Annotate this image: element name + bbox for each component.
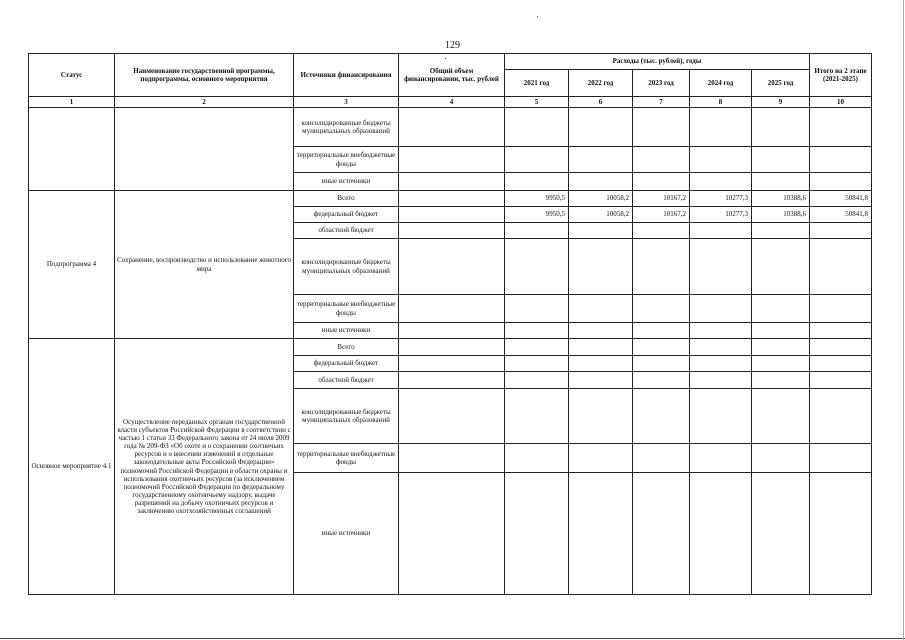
value-cell [690, 473, 752, 595]
name-cell [115, 108, 294, 191]
value-cell [569, 108, 633, 147]
value-cell [399, 323, 505, 339]
value-cell [633, 295, 690, 323]
name-cell: Сохранение, воспроизводство и использование животного мира [115, 191, 294, 339]
value-cell [505, 323, 569, 339]
column-number: 6 [569, 97, 633, 108]
source-cell: Всего [294, 339, 399, 356]
value-cell [810, 444, 872, 473]
source-cell: областной бюджет [294, 223, 399, 239]
value-cell [810, 147, 872, 173]
value-cell [569, 473, 633, 595]
value-cell [690, 372, 752, 389]
value-cell [810, 473, 872, 595]
column-number: 9 [752, 97, 810, 108]
value-cell [569, 323, 633, 339]
value-cell [690, 323, 752, 339]
header-year: 2024 год [690, 70, 752, 97]
value-cell [633, 356, 690, 372]
source-cell: федеральный бюджет [294, 207, 399, 223]
value-cell [810, 356, 872, 372]
value-cell [399, 444, 505, 473]
header-status: Статус [29, 54, 115, 97]
scan-edge-right [903, 0, 904, 640]
scan-speck [537, 16, 538, 17]
status-cell [29, 108, 115, 191]
value-cell [810, 339, 872, 356]
value-cell [633, 147, 690, 173]
column-number: 2 [115, 97, 294, 108]
source-cell: консолидированные бюджеты муниципальных образований [294, 389, 399, 444]
value-cell: 10277,3 [690, 207, 752, 223]
value-cell [690, 147, 752, 173]
value-cell [505, 389, 569, 444]
value-cell: 50841,8 [810, 207, 872, 223]
value-cell [690, 356, 752, 372]
value-cell [752, 108, 810, 147]
header-year: 2022 год [569, 70, 633, 97]
value-cell [633, 108, 690, 147]
value-cell [569, 356, 633, 372]
header-name: Наименование государственной программы, подпрограммы, основного мероприятия [115, 54, 294, 97]
budget-table [28, 53, 872, 595]
column-number: 4 [399, 97, 505, 108]
value-cell [752, 372, 810, 389]
value-cell [752, 147, 810, 173]
value-cell [752, 444, 810, 473]
header-expenses: Расходы (тыс. рублей), годы [505, 54, 810, 70]
value-cell [505, 473, 569, 595]
value-cell [505, 339, 569, 356]
value-cell [569, 389, 633, 444]
value-cell [569, 372, 633, 389]
value-cell [505, 295, 569, 323]
value-cell [399, 339, 505, 356]
value-cell [633, 223, 690, 239]
value-cell [633, 239, 690, 295]
value-cell: 10167,2 [633, 191, 690, 207]
header-year: 2025 год [752, 70, 810, 97]
column-number: 10 [810, 97, 872, 108]
value-cell [633, 339, 690, 356]
value-cell [810, 389, 872, 444]
source-cell: иные источники [294, 173, 399, 191]
value-cell [633, 372, 690, 389]
value-cell [810, 108, 872, 147]
table-row [29, 339, 872, 356]
status-cell: Подпрограмма 4 [29, 191, 115, 339]
page-number: 129 [445, 40, 460, 51]
source-cell: консолидированные бюджеты муниципальных образований [294, 239, 399, 295]
value-cell [399, 372, 505, 389]
source-cell: иные источники [294, 323, 399, 339]
table-row [29, 108, 872, 147]
scan-edge-bottom [0, 638, 905, 639]
value-cell [399, 147, 505, 173]
header-itogo: Итого на 2 этапе (2021-2025) [810, 54, 872, 97]
value-cell [752, 389, 810, 444]
column-number: 7 [633, 97, 690, 108]
status-cell: Основное мероприятие 4.1 [29, 339, 115, 595]
value-cell [399, 295, 505, 323]
value-cell [690, 108, 752, 147]
value-cell [399, 207, 505, 223]
value-cell [569, 223, 633, 239]
header-year: 2021 год [505, 70, 569, 97]
column-number: 3 [294, 97, 399, 108]
value-cell [752, 473, 810, 595]
source-cell: территориальные внебюджетные фонды [294, 295, 399, 323]
value-cell [399, 191, 505, 207]
value-cell [569, 295, 633, 323]
name-cell: Осуществление переданных органам государственной власти субъектов Российской Федерации в соответствии с частью 1 статьи 33 Федерального закона от 24 июля 2009 года № 209-ФЗ «Об охоте и о сохранении охотничьих ресурсов и о внесении изменений в отдельные законодательные акты Российской Федерации» полномочий Российской Федерации в области охраны и использования охотничьих ресурсов (за исключением полномочий Российской Федерации по федеральному государственному охотничьему надзору, выдаче разрешений на добычу охотничьих ресурсов и заключению охотхозяйственных соглашений [115, 339, 294, 595]
value-cell [505, 173, 569, 191]
source-cell: Всего [294, 191, 399, 207]
value-cell: 50841,8 [810, 191, 872, 207]
value-cell [399, 173, 505, 191]
source-cell: консолидированные бюджеты муниципальных образований [294, 108, 399, 147]
value-cell [505, 356, 569, 372]
value-cell: 9950,5 [505, 207, 569, 223]
value-cell [569, 147, 633, 173]
source-cell: областной бюджет [294, 372, 399, 389]
column-number: 8 [690, 97, 752, 108]
value-cell [690, 239, 752, 295]
value-cell [399, 356, 505, 372]
column-number: 5 [505, 97, 569, 108]
value-cell [505, 372, 569, 389]
header-sources: Источники финансирования [294, 54, 399, 97]
value-cell [810, 372, 872, 389]
value-cell [752, 239, 810, 295]
value-cell [690, 223, 752, 239]
value-cell [690, 339, 752, 356]
column-numbers-row [29, 97, 872, 108]
value-cell [399, 108, 505, 147]
value-cell [633, 173, 690, 191]
value-cell [633, 444, 690, 473]
column-number: 1 [29, 97, 115, 108]
value-cell [690, 389, 752, 444]
header-row-1 [29, 54, 872, 70]
header-year: 2023 год [633, 70, 690, 97]
value-cell [752, 339, 810, 356]
value-cell [633, 473, 690, 595]
table-row [29, 191, 872, 207]
source-cell: иные источники [294, 473, 399, 595]
value-cell [399, 223, 505, 239]
value-cell [569, 239, 633, 295]
value-cell [399, 389, 505, 444]
source-cell: федеральный бюджет [294, 356, 399, 372]
value-cell [690, 295, 752, 323]
value-cell [810, 239, 872, 295]
value-cell [569, 173, 633, 191]
value-cell [505, 147, 569, 173]
value-cell [752, 356, 810, 372]
value-cell [399, 473, 505, 595]
value-cell [690, 444, 752, 473]
value-cell: 10167,2 [633, 207, 690, 223]
value-cell [810, 223, 872, 239]
value-cell [810, 295, 872, 323]
value-cell [569, 444, 633, 473]
value-cell [505, 444, 569, 473]
source-cell: территориальные внебюджетные фонды [294, 444, 399, 473]
value-cell [505, 239, 569, 295]
value-cell: 9950,5 [505, 191, 569, 207]
value-cell [810, 323, 872, 339]
value-cell: 10277,3 [690, 191, 752, 207]
value-cell [752, 173, 810, 191]
value-cell: 10058,2 [569, 207, 633, 223]
value-cell [399, 239, 505, 295]
value-cell [633, 323, 690, 339]
value-cell [752, 323, 810, 339]
value-cell [505, 108, 569, 147]
header-total-volume: Общий объем финансировании, тыс. рублей [399, 54, 505, 97]
value-cell: 10058,2 [569, 191, 633, 207]
value-cell: 10388,6 [752, 207, 810, 223]
value-cell [752, 295, 810, 323]
value-cell [752, 223, 810, 239]
source-cell: территориальные внебюджетные фонды [294, 147, 399, 173]
value-cell [810, 173, 872, 191]
value-cell [690, 173, 752, 191]
value-cell [633, 389, 690, 444]
value-cell: 10388,6 [752, 191, 810, 207]
value-cell [569, 339, 633, 356]
value-cell [505, 223, 569, 239]
